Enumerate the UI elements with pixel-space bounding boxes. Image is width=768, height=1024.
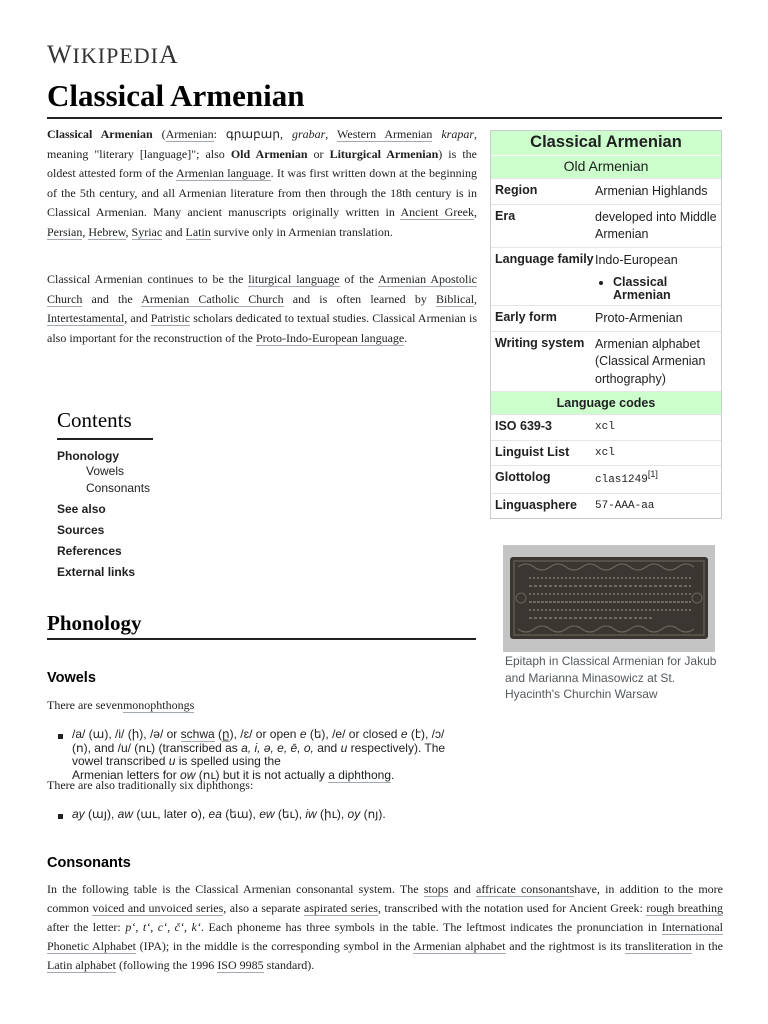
link-schwa[interactable]: schwa xyxy=(180,727,215,741)
link-latin[interactable]: Latin xyxy=(185,224,211,239)
link-armenian-apostolic-church[interactable]: Armenian Apostolic Church xyxy=(47,272,477,306)
infobox-row-early-form: Early form Proto-Armenian xyxy=(491,305,721,331)
link-armenian[interactable]: Armenian xyxy=(165,127,214,141)
link-aspirated-series[interactable]: aspirated series xyxy=(303,901,378,915)
link-liturgical-language[interactable]: liturgical language xyxy=(248,272,340,286)
page-title: Classical Armenian xyxy=(47,78,305,113)
link-hebrew[interactable]: Hebrew xyxy=(88,224,126,239)
code-row-iso: ISO 639-3 xcl xyxy=(491,414,721,440)
logo-letter: A xyxy=(158,40,179,69)
link-biblical[interactable]: Biblical xyxy=(436,291,475,306)
infobox-title: Classical Armenian xyxy=(491,131,721,156)
link-transliteration[interactable]: transliteration xyxy=(624,939,692,953)
infobox-row-region: Region Armenian Highlands xyxy=(491,178,721,204)
code-row-linguist: Linguist List xcl xyxy=(491,440,721,466)
link-voiced-unvoiced[interactable]: voiced and unvoiced series xyxy=(92,901,224,915)
vowels-intro: There are sevenmonophthongs xyxy=(47,698,195,712)
link-intertestamental[interactable]: Intertestamental xyxy=(47,311,125,325)
section-heading-phonology: Phonology xyxy=(47,611,142,635)
link-latin-alphabet[interactable]: Latin alphabet xyxy=(47,958,116,972)
link-patristic[interactable]: Patristic xyxy=(150,311,191,325)
family-subitem: • Classical Armenian xyxy=(613,276,717,302)
link-armenian-highlands[interactable]: Armenian Highlands xyxy=(595,184,708,198)
diphthong-list-item: ay (այ), aw (աւ, later օ), ea (եա), ew (եւ), iw (իւ), oy (ոյ). xyxy=(72,807,386,821)
infobox-row-family: Language family Indo-European • Classical Armenian xyxy=(491,247,721,306)
image-caption: Epitaph in Classical Armenian for Jakub and Marianna Minasowicz at St. Hyacinth's Churchin Warsaw xyxy=(505,654,717,701)
consonants-paragraph: In the following table is the Classical Armenian consonantal system. The stops and affricate consonantshave, in addition to the more common voiced and unvoiced series, also a separate aspirated series, transcribed with the notation used for Ancient Greek: rough breathing after the letter: pʻ, tʻ, cʻ, čʻ, kʻ. Each phoneme has three symbols in the table. The leftmost indicates the pronunciation in International Phonetic Alphabet (IPA); in the middle is the corresponding symbol in the Armenian alphabet and the rightmost is its transliteration in the Latin alphabet (following the 1996 ISO 9985 standard). xyxy=(47,882,724,972)
intro-paragraph: Classical Armenian (Armenian: գրաբար, grabar, Western Armenian krapar, meaning "literary [language]"; also Old Armenian or Liturgical Armenian) is the oldest attested form of the Armenian language. It was first written down at the beginning of the 5th century, and all Armenian literature from then through the 18th century is in Classical Armenian. Many ancient manuscripts originally written in Ancient Greek, Persian, Hebrew, Syriac and Latin survive only in Armenian translation. xyxy=(47,127,478,239)
toc-item-references[interactable]: References xyxy=(57,544,122,558)
reference-marker[interactable]: [1] xyxy=(647,468,658,479)
infobox-row-writing: Writing system Armenian alphabet (Classical Armenian orthography) xyxy=(491,331,721,392)
link-affricate-consonants[interactable]: affricate consonants xyxy=(476,882,575,896)
link-iso-code[interactable]: xcl xyxy=(595,421,615,433)
link-linguist-code[interactable]: xcl xyxy=(595,446,615,459)
liturgical-paragraph: Classical Armenian continues to be the liturgical language of the Armenian Apostolic Church and the Armenian Catholic Church and is often learned by Biblical, Intertestamental, and Patristic scholars dedicated to textual studies. Classical Armenian is also important for the reconstruction of the Proto-Indo-European language. xyxy=(47,272,478,345)
bullet-marker xyxy=(58,814,63,819)
link-diphthong[interactable]: a diphthong xyxy=(328,767,391,782)
link-ancient-greek[interactable]: Ancient Greek xyxy=(400,205,474,219)
diphthongs-intro: There are also traditionally six diphthongs: xyxy=(47,778,254,792)
link-armenian-alphabet[interactable]: Armenian alphabet xyxy=(413,939,506,953)
infobox-row-era: Era developed into Middle Armenian xyxy=(491,204,721,247)
link-proto-armenian[interactable]: Proto-Armenian xyxy=(595,311,683,325)
table-of-contents xyxy=(57,408,153,579)
subsection-heading-consonants: Consonants xyxy=(47,855,131,871)
toc-item-see-also[interactable]: See also xyxy=(57,502,106,516)
section-divider xyxy=(47,638,476,640)
link-armenian-language[interactable]: Armenian language xyxy=(175,166,271,180)
link-monophthongs[interactable]: monophthongs xyxy=(122,698,195,712)
logo-letters: IKIPEDI xyxy=(72,43,159,68)
toc-item-consonants[interactable]: Consonants xyxy=(86,481,151,495)
logo-letter: W xyxy=(47,40,73,69)
link-iso-9985[interactable]: ISO 9985 xyxy=(217,958,264,972)
epitaph-image[interactable] xyxy=(503,545,715,652)
toc-item-external-links[interactable]: External links xyxy=(57,565,136,579)
subsection-heading-vowels: Vowels xyxy=(47,670,96,686)
infobox xyxy=(490,130,722,519)
toc-item-sources[interactable]: Sources xyxy=(57,523,105,537)
toc-item-vowels[interactable]: Vowels xyxy=(86,464,125,478)
link-glottolog-code[interactable]: clas1249 xyxy=(595,474,648,486)
link-stops[interactable]: stops xyxy=(423,882,449,896)
link-syriac[interactable]: Syriac xyxy=(131,224,163,239)
link-persian[interactable]: Persian xyxy=(47,224,83,239)
title-divider xyxy=(47,117,722,119)
link-western-armenian[interactable]: Western Armenian xyxy=(337,127,433,141)
vowel-list-item: /a/ (ա), /i/ (ի), /ə/ or schwa (ը), /ɛ/ or open e (ե), /e/ or closed e (է), /ɔ/ (ո), and /u/ (ու) (transcribed as a, i, ə, e, ē, o, and u respectively). The vowel transcribed u is spelled using the Armenian letters for ow (ու) but it is not actually a diphthong. xyxy=(72,727,446,782)
link-schwa-letter[interactable]: ը xyxy=(222,727,230,741)
infobox-subtitle: Old Armenian xyxy=(491,156,721,178)
toc-title: Contents xyxy=(57,408,153,440)
toc-item-phonology[interactable]: Phonology xyxy=(57,449,119,463)
bullet-marker xyxy=(58,734,63,739)
link-indo-european[interactable]: Indo-European xyxy=(595,252,678,267)
wikipedia-logo[interactable] xyxy=(47,40,179,70)
link-ipa[interactable]: International Phonetic Alphabet xyxy=(47,920,724,953)
code-row-linguasphere: Linguasphere 57-AAA-aa xyxy=(491,493,721,519)
code-row-glottolog: Glottolog clas1249[1] xyxy=(491,465,721,493)
link-rough-breathing[interactable]: rough breathing xyxy=(646,901,724,915)
language-codes-header: Language codes xyxy=(491,391,721,414)
link-proto-indo-european[interactable]: Proto-Indo-European language xyxy=(255,330,405,345)
link-armenian-catholic-church[interactable]: Armenian Catholic Church xyxy=(141,291,284,306)
